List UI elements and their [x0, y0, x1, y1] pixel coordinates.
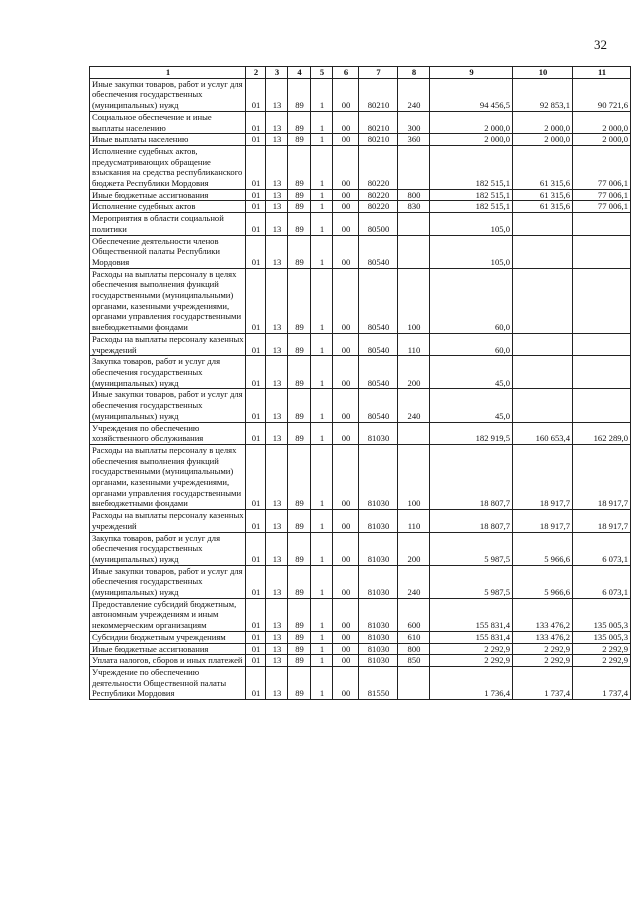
- section-code-cell: 01: [246, 268, 266, 333]
- amount-col10-cell: 2 000,0: [513, 111, 573, 133]
- table-row: [90, 134, 631, 146]
- direction-code-cell: 81030: [359, 532, 398, 565]
- subsection-code-cell: 13: [266, 510, 288, 532]
- subsection-code-cell: 13: [266, 78, 288, 111]
- main-event-code-cell: 00: [333, 213, 359, 235]
- subprogram-code-cell: 1: [311, 78, 333, 111]
- amount-col11-cell: 2 000,0: [573, 111, 631, 133]
- amount-col11-cell: 162 289,0: [573, 422, 631, 444]
- expense-name-cell: Расходы на выплаты персоналу в целях обеспечения выполнения функций государственными (муниципальными) органами, казенными учреждениями, органами управления государственными внебюджетными фондами: [90, 268, 246, 333]
- amount-col9-cell: 1 736,4: [430, 666, 513, 699]
- table-row: [90, 78, 631, 111]
- main-event-code-cell: 00: [333, 145, 359, 189]
- direction-code-cell: 80220: [359, 189, 398, 201]
- subprogram-code-cell: 1: [311, 565, 333, 598]
- amount-col10-cell: 18 917,7: [513, 444, 573, 509]
- expense-name-cell: Учреждение по обеспечению деятельности Общественной палаты Республики Мордовия: [90, 666, 246, 699]
- expense-name-cell: Уплата налогов, сборов и иных платежей: [90, 655, 246, 667]
- amount-col10-cell: [513, 356, 573, 389]
- section-code-cell: 01: [246, 643, 266, 655]
- subprogram-code-cell: 1: [311, 134, 333, 146]
- expense-name-cell: Предоставление субсидий бюджетным, автономным учреждениям и иным некоммерческим организациям: [90, 598, 246, 631]
- table-row: [90, 389, 631, 422]
- subsection-code-cell: 13: [266, 145, 288, 189]
- amount-col11-cell: 6 073,1: [573, 565, 631, 598]
- direction-code-cell: 81030: [359, 422, 398, 444]
- header-cell: 4: [288, 67, 311, 79]
- header-cell: 1: [90, 67, 246, 79]
- direction-code-cell: 80540: [359, 389, 398, 422]
- subprogram-code-cell: 1: [311, 444, 333, 509]
- subsection-code-cell: 13: [266, 444, 288, 509]
- table-row: [90, 643, 631, 655]
- amount-col9-cell: 182 515,1: [430, 189, 513, 201]
- table-row: [90, 356, 631, 389]
- subsection-code-cell: 13: [266, 235, 288, 268]
- header-cell: 7: [359, 67, 398, 79]
- direction-code-cell: 80540: [359, 356, 398, 389]
- subsection-code-cell: 13: [266, 643, 288, 655]
- main-event-code-cell: 00: [333, 598, 359, 631]
- main-event-code-cell: 00: [333, 134, 359, 146]
- amount-col10-cell: [513, 389, 573, 422]
- amount-col9-cell: 5 987,5: [430, 532, 513, 565]
- table-row: [90, 333, 631, 355]
- amount-col10-cell: 18 917,7: [513, 510, 573, 532]
- table-row: [90, 655, 631, 667]
- expense-name-cell: Иные выплаты населению: [90, 134, 246, 146]
- program-code-cell: 89: [288, 145, 311, 189]
- amount-col10-cell: [513, 235, 573, 268]
- table-row: [90, 598, 631, 631]
- table-row: [90, 111, 631, 133]
- amount-col10-cell: 133 476,2: [513, 631, 573, 643]
- main-event-code-cell: 00: [333, 356, 359, 389]
- main-event-code-cell: 00: [333, 268, 359, 333]
- amount-col10-cell: 2 292,9: [513, 655, 573, 667]
- amount-col11-cell: [573, 235, 631, 268]
- subsection-code-cell: 13: [266, 134, 288, 146]
- expense-type-code-cell: [398, 213, 430, 235]
- amount-col9-cell: 2 292,9: [430, 643, 513, 655]
- amount-col11-cell: 2 000,0: [573, 134, 631, 146]
- subsection-code-cell: 13: [266, 631, 288, 643]
- table-row: [90, 422, 631, 444]
- subprogram-code-cell: 1: [311, 333, 333, 355]
- section-code-cell: 01: [246, 213, 266, 235]
- amount-col10-cell: 5 966,6: [513, 565, 573, 598]
- amount-col10-cell: 61 315,6: [513, 189, 573, 201]
- amount-col10-cell: 160 653,4: [513, 422, 573, 444]
- expense-name-cell: Социальное обеспечение и иные выплаты населению: [90, 111, 246, 133]
- section-code-cell: 01: [246, 510, 266, 532]
- table-row: [90, 444, 631, 509]
- main-event-code-cell: 00: [333, 444, 359, 509]
- amount-col9-cell: 182 515,1: [430, 201, 513, 213]
- amount-col11-cell: [573, 356, 631, 389]
- amount-col10-cell: 2 000,0: [513, 134, 573, 146]
- expense-type-code-cell: 800: [398, 643, 430, 655]
- main-event-code-cell: 00: [333, 631, 359, 643]
- program-code-cell: 89: [288, 422, 311, 444]
- expense-name-cell: Исполнение судебных актов, предусматривающих обращение взыскания на средства республиканского бюджета Республики Мордовия: [90, 145, 246, 189]
- amount-col10-cell: 5 966,6: [513, 532, 573, 565]
- main-event-code-cell: 00: [333, 189, 359, 201]
- subprogram-code-cell: 1: [311, 235, 333, 268]
- section-code-cell: 01: [246, 655, 266, 667]
- direction-code-cell: 81030: [359, 598, 398, 631]
- expense-name-cell: Иные бюджетные ассигнования: [90, 643, 246, 655]
- main-event-code-cell: 00: [333, 201, 359, 213]
- subprogram-code-cell: 1: [311, 422, 333, 444]
- subprogram-code-cell: 1: [311, 643, 333, 655]
- section-code-cell: 01: [246, 189, 266, 201]
- section-code-cell: 01: [246, 145, 266, 189]
- expense-type-code-cell: 240: [398, 78, 430, 111]
- page-number: 32: [594, 37, 607, 52]
- amount-col9-cell: 182 919,5: [430, 422, 513, 444]
- subprogram-code-cell: 1: [311, 268, 333, 333]
- table-row: [90, 666, 631, 699]
- amount-col9-cell: 2 292,9: [430, 655, 513, 667]
- amount-col11-cell: 77 006,1: [573, 189, 631, 201]
- amount-col9-cell: 94 456,5: [430, 78, 513, 111]
- table-header-row: [90, 67, 631, 79]
- subsection-code-cell: 13: [266, 356, 288, 389]
- direction-code-cell: 80210: [359, 111, 398, 133]
- direction-code-cell: 81030: [359, 444, 398, 509]
- expense-name-cell: Иные закупки товаров, работ и услуг для обеспечения государственных (муниципальных) нужд: [90, 389, 246, 422]
- program-code-cell: 89: [288, 444, 311, 509]
- direction-code-cell: 80540: [359, 268, 398, 333]
- section-code-cell: 01: [246, 666, 266, 699]
- section-code-cell: 01: [246, 333, 266, 355]
- direction-code-cell: 81030: [359, 655, 398, 667]
- table-row: [90, 510, 631, 532]
- amount-col9-cell: 105,0: [430, 213, 513, 235]
- table-row: [90, 631, 631, 643]
- expense-type-code-cell: 610: [398, 631, 430, 643]
- expense-name-cell: Учреждения по обеспечению хозяйственного обслуживания: [90, 422, 246, 444]
- header-cell: 5: [311, 67, 333, 79]
- amount-col9-cell: 60,0: [430, 333, 513, 355]
- subprogram-code-cell: 1: [311, 666, 333, 699]
- subsection-code-cell: 13: [266, 213, 288, 235]
- main-event-code-cell: 00: [333, 643, 359, 655]
- section-code-cell: 01: [246, 134, 266, 146]
- subsection-code-cell: 13: [266, 422, 288, 444]
- direction-code-cell: 81030: [359, 510, 398, 532]
- amount-col9-cell: 45,0: [430, 389, 513, 422]
- subprogram-code-cell: 1: [311, 389, 333, 422]
- program-code-cell: 89: [288, 598, 311, 631]
- amount-col11-cell: 135 005,3: [573, 631, 631, 643]
- subsection-code-cell: 13: [266, 532, 288, 565]
- header-cell: 2: [246, 67, 266, 79]
- subsection-code-cell: 13: [266, 389, 288, 422]
- amount-col10-cell: 1 737,4: [513, 666, 573, 699]
- direction-code-cell: 80220: [359, 201, 398, 213]
- expense-name-cell: Исполнение судебных актов: [90, 201, 246, 213]
- expense-type-code-cell: 200: [398, 532, 430, 565]
- expense-type-code-cell: 830: [398, 201, 430, 213]
- program-code-cell: 89: [288, 532, 311, 565]
- main-event-code-cell: 00: [333, 333, 359, 355]
- expense-name-cell: Расходы на выплаты персоналу в целях обеспечения выполнения функций государственными (муниципальными) органами, казенными учреждениями, органами управления государственными внебюджетными фондами: [90, 444, 246, 509]
- subsection-code-cell: 13: [266, 666, 288, 699]
- header-cell: 10: [513, 67, 573, 79]
- subsection-code-cell: 13: [266, 333, 288, 355]
- program-code-cell: 89: [288, 631, 311, 643]
- program-code-cell: 89: [288, 356, 311, 389]
- program-code-cell: 89: [288, 201, 311, 213]
- amount-col9-cell: 155 831,4: [430, 598, 513, 631]
- section-code-cell: 01: [246, 389, 266, 422]
- amount-col9-cell: 45,0: [430, 356, 513, 389]
- header-cell: 6: [333, 67, 359, 79]
- main-event-code-cell: 00: [333, 389, 359, 422]
- subprogram-code-cell: 1: [311, 213, 333, 235]
- amount-col11-cell: 6 073,1: [573, 532, 631, 565]
- amount-col10-cell: [513, 213, 573, 235]
- subprogram-code-cell: 1: [311, 631, 333, 643]
- table-row: [90, 532, 631, 565]
- expense-name-cell: Мероприятия в области социальной политики: [90, 213, 246, 235]
- subsection-code-cell: 13: [266, 268, 288, 333]
- amount-col11-cell: [573, 213, 631, 235]
- budget-table: [89, 66, 631, 700]
- amount-col10-cell: 61 315,6: [513, 201, 573, 213]
- expense-type-code-cell: 110: [398, 333, 430, 355]
- amount-col9-cell: 18 807,7: [430, 444, 513, 509]
- main-event-code-cell: 00: [333, 78, 359, 111]
- subprogram-code-cell: 1: [311, 201, 333, 213]
- direction-code-cell: 81030: [359, 565, 398, 598]
- table-row: [90, 235, 631, 268]
- direction-code-cell: 80540: [359, 235, 398, 268]
- direction-code-cell: 81550: [359, 666, 398, 699]
- amount-col11-cell: 90 721,6: [573, 78, 631, 111]
- header-cell: 8: [398, 67, 430, 79]
- subsection-code-cell: 13: [266, 565, 288, 598]
- program-code-cell: 89: [288, 111, 311, 133]
- header-cell: 11: [573, 67, 631, 79]
- program-code-cell: 89: [288, 268, 311, 333]
- expense-type-code-cell: 240: [398, 389, 430, 422]
- amount-col10-cell: 92 853,1: [513, 78, 573, 111]
- program-code-cell: 89: [288, 213, 311, 235]
- expense-name-cell: Иные бюджетные ассигнования: [90, 189, 246, 201]
- direction-code-cell: 80220: [359, 145, 398, 189]
- expense-type-code-cell: 360: [398, 134, 430, 146]
- main-event-code-cell: 00: [333, 235, 359, 268]
- program-code-cell: 89: [288, 189, 311, 201]
- main-event-code-cell: 00: [333, 655, 359, 667]
- expense-type-code-cell: 800: [398, 189, 430, 201]
- amount-col11-cell: [573, 389, 631, 422]
- program-code-cell: 89: [288, 235, 311, 268]
- direction-code-cell: 80210: [359, 78, 398, 111]
- subprogram-code-cell: 1: [311, 145, 333, 189]
- section-code-cell: 01: [246, 111, 266, 133]
- amount-col10-cell: 61 315,6: [513, 145, 573, 189]
- program-code-cell: 89: [288, 134, 311, 146]
- table-row: [90, 145, 631, 189]
- table-row: [90, 213, 631, 235]
- subsection-code-cell: 13: [266, 598, 288, 631]
- program-code-cell: 89: [288, 389, 311, 422]
- section-code-cell: 01: [246, 444, 266, 509]
- expense-type-code-cell: 110: [398, 510, 430, 532]
- direction-code-cell: 80540: [359, 333, 398, 355]
- subprogram-code-cell: 1: [311, 111, 333, 133]
- amount-col11-cell: 18 917,7: [573, 444, 631, 509]
- amount-col9-cell: 182 515,1: [430, 145, 513, 189]
- subsection-code-cell: 13: [266, 201, 288, 213]
- section-code-cell: 01: [246, 201, 266, 213]
- program-code-cell: 89: [288, 333, 311, 355]
- amount-col10-cell: 2 292,9: [513, 643, 573, 655]
- expense-type-code-cell: 240: [398, 565, 430, 598]
- amount-col11-cell: 18 917,7: [573, 510, 631, 532]
- amount-col10-cell: [513, 333, 573, 355]
- main-event-code-cell: 00: [333, 510, 359, 532]
- subsection-code-cell: 13: [266, 655, 288, 667]
- expense-name-cell: Субсидии бюджетным учреждениям: [90, 631, 246, 643]
- section-code-cell: 01: [246, 78, 266, 111]
- expense-type-code-cell: 600: [398, 598, 430, 631]
- program-code-cell: 89: [288, 655, 311, 667]
- expense-name-cell: Расходы на выплаты персоналу казенных учреждений: [90, 510, 246, 532]
- section-code-cell: 01: [246, 631, 266, 643]
- main-event-code-cell: 00: [333, 666, 359, 699]
- amount-col11-cell: 77 006,1: [573, 145, 631, 189]
- direction-code-cell: 81030: [359, 643, 398, 655]
- subprogram-code-cell: 1: [311, 356, 333, 389]
- amount-col9-cell: 60,0: [430, 268, 513, 333]
- section-code-cell: 01: [246, 422, 266, 444]
- amount-col9-cell: 18 807,7: [430, 510, 513, 532]
- program-code-cell: 89: [288, 565, 311, 598]
- subprogram-code-cell: 1: [311, 189, 333, 201]
- subprogram-code-cell: 1: [311, 598, 333, 631]
- expense-type-code-cell: 200: [398, 356, 430, 389]
- expense-type-code-cell: 100: [398, 268, 430, 333]
- program-code-cell: 89: [288, 643, 311, 655]
- amount-col11-cell: 2 292,9: [573, 655, 631, 667]
- amount-col11-cell: [573, 333, 631, 355]
- amount-col11-cell: 1 737,4: [573, 666, 631, 699]
- section-code-cell: 01: [246, 532, 266, 565]
- section-code-cell: 01: [246, 235, 266, 268]
- expense-name-cell: Закупка товаров, работ и услуг для обеспечения государственных (муниципальных) нужд: [90, 356, 246, 389]
- main-event-code-cell: 00: [333, 422, 359, 444]
- expense-name-cell: Иные закупки товаров, работ и услуг для обеспечения государственных (муниципальных) нужд: [90, 78, 246, 111]
- section-code-cell: 01: [246, 356, 266, 389]
- expense-name-cell: Закупка товаров, работ и услуг для обеспечения государственных (муниципальных) нужд: [90, 532, 246, 565]
- section-code-cell: 01: [246, 565, 266, 598]
- direction-code-cell: 80500: [359, 213, 398, 235]
- amount-col9-cell: 155 831,4: [430, 631, 513, 643]
- expense-type-code-cell: [398, 666, 430, 699]
- amount-col10-cell: [513, 268, 573, 333]
- direction-code-cell: 80210: [359, 134, 398, 146]
- program-code-cell: 89: [288, 510, 311, 532]
- amount-col10-cell: 133 476,2: [513, 598, 573, 631]
- expense-name-cell: Расходы на выплаты персоналу казенных учреждений: [90, 333, 246, 355]
- amount-col11-cell: 77 006,1: [573, 201, 631, 213]
- main-event-code-cell: 00: [333, 565, 359, 598]
- section-code-cell: 01: [246, 598, 266, 631]
- subprogram-code-cell: 1: [311, 655, 333, 667]
- amount-col11-cell: 2 292,9: [573, 643, 631, 655]
- direction-code-cell: 81030: [359, 631, 398, 643]
- amount-col11-cell: [573, 268, 631, 333]
- expense-type-code-cell: 100: [398, 444, 430, 509]
- program-code-cell: 89: [288, 666, 311, 699]
- header-cell: 9: [430, 67, 513, 79]
- header-cell: 3: [266, 67, 288, 79]
- amount-col9-cell: 2 000,0: [430, 134, 513, 146]
- amount-col9-cell: 105,0: [430, 235, 513, 268]
- table-row: [90, 565, 631, 598]
- expense-type-code-cell: 300: [398, 111, 430, 133]
- table-row: [90, 268, 631, 333]
- expense-type-code-cell: [398, 145, 430, 189]
- table-row: [90, 201, 631, 213]
- subsection-code-cell: 13: [266, 111, 288, 133]
- main-event-code-cell: 00: [333, 111, 359, 133]
- table-row: [90, 189, 631, 201]
- subprogram-code-cell: 1: [311, 532, 333, 565]
- amount-col11-cell: 135 005,3: [573, 598, 631, 631]
- expense-type-code-cell: [398, 422, 430, 444]
- expense-name-cell: Иные закупки товаров, работ и услуг для обеспечения государственных (муниципальных) нужд: [90, 565, 246, 598]
- expense-type-code-cell: [398, 235, 430, 268]
- amount-col9-cell: 2 000,0: [430, 111, 513, 133]
- program-code-cell: 89: [288, 78, 311, 111]
- expense-type-code-cell: 850: [398, 655, 430, 667]
- amount-col9-cell: 5 987,5: [430, 565, 513, 598]
- main-event-code-cell: 00: [333, 532, 359, 565]
- subprogram-code-cell: 1: [311, 510, 333, 532]
- subsection-code-cell: 13: [266, 189, 288, 201]
- expense-name-cell: Обеспечение деятельности членов Общественной палаты Республики Мордовия: [90, 235, 246, 268]
